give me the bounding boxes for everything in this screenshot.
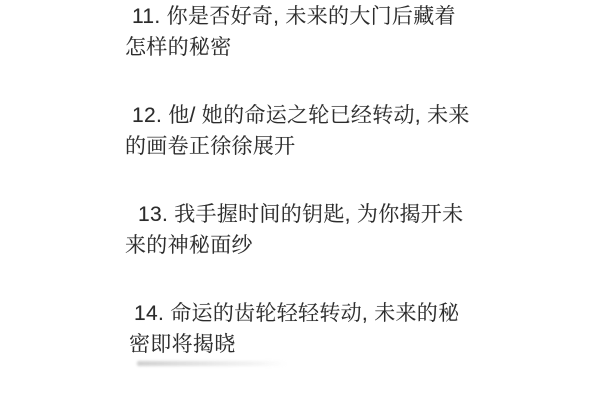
list-item-line: 13. 我手握时间的钥匙, 为你揭开未	[138, 203, 464, 226]
list-item-13	[125, 199, 515, 261]
faded-text-remnant	[137, 361, 287, 366]
list-item-line: 的画卷正徐徐展开	[125, 135, 296, 158]
list-item-14	[125, 298, 515, 360]
list-item-12	[125, 100, 515, 162]
numbered-list	[125, 1, 515, 397]
list-item-line: 密即将揭晓	[129, 333, 236, 356]
list-item-line: 12. 他/ 她的命运之轮已经转动, 未来	[132, 104, 470, 127]
list-item-line: 11. 你是否好奇, 未来的大门后藏着	[132, 5, 456, 28]
list-item-line: 怎样的秘密	[125, 36, 232, 59]
list-item-line: 14. 命运的齿轮轻轻转动, 未来的秘	[134, 302, 460, 325]
list-item-11	[125, 1, 515, 63]
list-item-line: 来的神秘面纱	[125, 234, 253, 257]
